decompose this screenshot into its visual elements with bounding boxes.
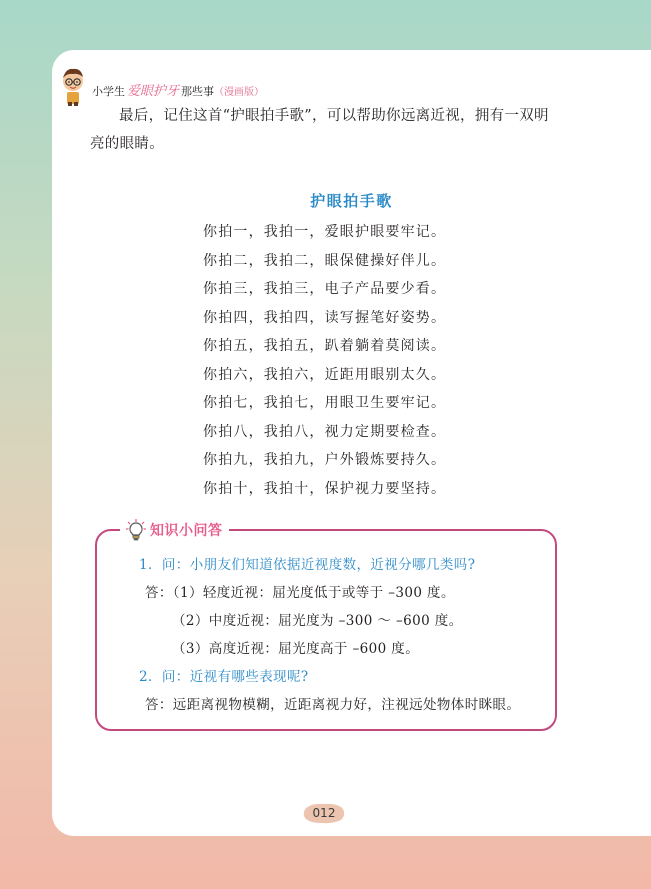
qa-question-1: 1．问：小朋友们知道依据近视度数，近视分哪几类吗? [139,557,476,573]
intro-text [90,102,560,158]
page-number-badge [302,802,346,824]
lightbulb-icon [126,519,146,541]
song-line: 你拍九，我拍九，户外锻炼要持久。 [203,452,447,468]
qa-question-2: 2．问：近视有哪些表现呢? [139,669,309,685]
qa-tag [120,518,229,542]
song-line: 你拍一，我拍一，爱眼护眼要牢记。 [203,224,447,240]
boy-mascot-icon [58,64,88,106]
qa-answer-1-2: （2）中度近视：屈光度为 –300 ～ –600 度。 [172,613,463,629]
song-lyrics [203,218,446,503]
song-title: 护眼拍手歌 [310,192,393,210]
qa-answer-2: 答：远距离视物模糊，近距离视力好，注视远处物体时眯眼。 [145,697,521,713]
song-line: 你拍四，我拍四，读写握笔好姿势。 [203,309,447,326]
song-line: 你拍六，我拍六，近距用眼别太久。 [203,366,447,383]
qa-answer-1-1: 答：（1）轻度近视：屈光度低于或等于 –300 度。 [145,585,455,601]
qa-tag-label: 知识小问答 [150,523,223,539]
song-line: 你拍十，我拍十，保护视力要坚持。 [203,480,447,497]
page-header [58,64,378,104]
song-line: 你拍二，我拍二，眼保健操好伴儿。 [203,252,447,269]
series-edition: （漫画版） [214,87,265,98]
qa-answer-1-3: （3）高度近视：屈光度高于 –600 度。 [172,641,420,657]
book-series-title [92,80,264,99]
song-line: 你拍三，我拍三，电子产品要少看。 [203,281,447,297]
series-highlight: 爱眼护牙 [127,84,180,99]
song-line: 你拍七，我拍七，用眼卫生要牢记。 [203,395,447,411]
series-prefix: 小学生 [92,85,125,98]
page-number: 012 [312,806,336,820]
book-page [52,50,651,836]
series-suffix: 那些事 [181,85,215,98]
song-line: 你拍八，我拍八，视力定期要检查。 [203,423,447,440]
intro-paragraph: 最后，记住这首“护眼拍手歌”，可以帮助你远离近视，拥有一双明亮的眼睛。 [90,108,549,152]
song-line: 你拍五，我拍五，趴着躺着莫阅读。 [203,338,447,354]
